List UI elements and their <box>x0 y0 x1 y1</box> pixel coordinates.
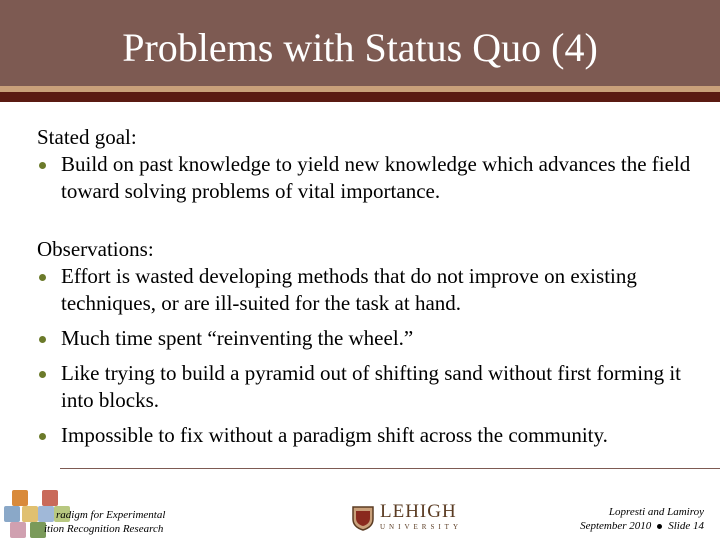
footer-meta <box>580 505 704 533</box>
bullet-text: Much time spent “reinventing the wheel.” <box>61 326 414 350</box>
stated-goal-heading: Stated goal: <box>37 125 137 149</box>
university-logo <box>380 502 462 532</box>
list-item <box>37 263 707 317</box>
footer-project-title <box>44 508 165 536</box>
list-item <box>37 151 707 205</box>
footer-divider <box>60 468 720 469</box>
footer-authors: Lopresti and Lamiroy <box>608 506 704 518</box>
slide-content <box>37 124 707 449</box>
title-stripe-dark <box>0 92 720 102</box>
list-item <box>37 325 707 352</box>
bullet-dot-icon <box>39 371 46 378</box>
university-seal-icon <box>352 505 374 531</box>
bullet-text: Effort is wasted developing methods that do not improve on existing techniques, or are ill-suited for the task at hand. <box>61 264 637 315</box>
university-name: LEHIGH <box>380 501 457 522</box>
list-item <box>37 360 707 414</box>
bullet-dot-icon <box>39 336 46 343</box>
university-subtitle: UNIVERSITY <box>380 523 462 531</box>
footer-line: radigm for Experimental <box>56 509 166 521</box>
footer-date-slide <box>580 519 704 533</box>
slide-number: Slide 14 <box>668 520 704 532</box>
footer-date: September 2010 <box>580 520 652 532</box>
separator-dot-icon <box>657 524 662 529</box>
list-item <box>37 422 707 449</box>
bullet-text: Like trying to build a pyramid out of shifting sand without first forming it into blocks. <box>61 361 682 412</box>
bullet-dot-icon <box>39 162 46 169</box>
bullet-text: Build on past knowledge to yield new knowledge which advances the field toward solving problems of vital importance. <box>61 152 691 203</box>
bullet-text: Impossible to fix without a paradigm shift across the community. <box>61 423 608 447</box>
observations-heading: Observations: <box>37 237 154 261</box>
slide-title: Problems with Status Quo (4) <box>122 25 598 70</box>
bullet-dot-icon <box>39 433 46 440</box>
bullet-dot-icon <box>39 274 46 281</box>
footer-line: ition Recognition Research <box>44 523 164 535</box>
